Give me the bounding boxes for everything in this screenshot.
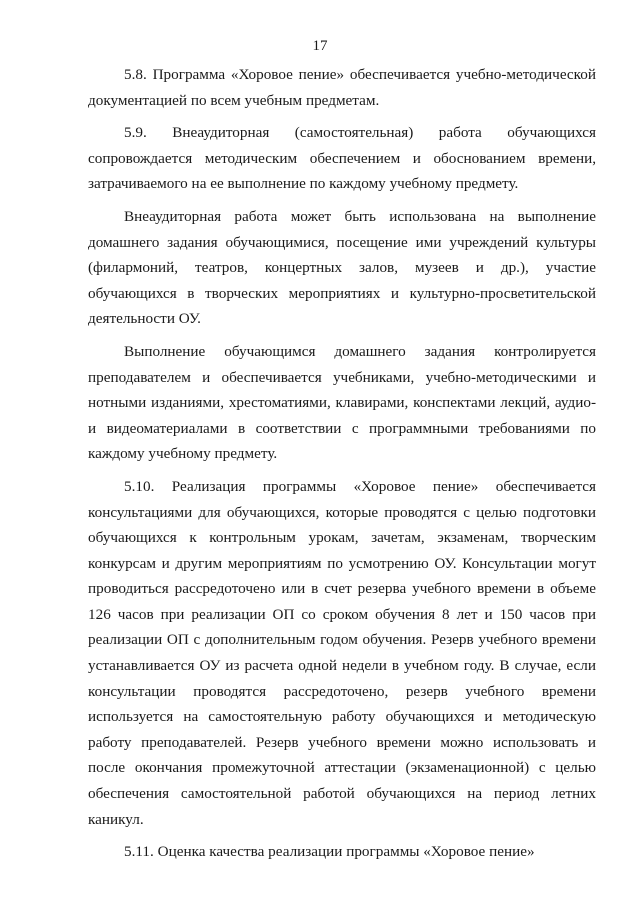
paragraph-extracurricular [88, 204, 596, 332]
paragraph-5-11 [88, 839, 596, 865]
paragraph-text: Внеаудиторная (самостоятельная) работа обучающихся сопровождается методическим обеспечением и обоснованием времени, затрачиваемого на ее выполнение по каждому учебному предмету. [88, 124, 596, 193]
paragraph-number: 5.10. [124, 477, 155, 495]
page-number: 17 [312, 38, 328, 54]
paragraph-5-8 [88, 62, 596, 113]
paragraph-text: Программа «Хоровое пение» обеспечивается учебно-методической документацией по всем учебным предметам. [88, 66, 597, 109]
paragraph-number: 5.9. [124, 124, 147, 142]
paragraph-5-10 [88, 474, 596, 832]
paragraph-text: Выполнение обучающимся домашнего задания контролируется преподавателем и обеспечивается учебниками, учебно-методическими и нотными изданиями, хрестоматиями, клавирами, конспектами лекций, аудио- и видеоматериалами в соответствии с программными требованиями по каждому учебному предмету. [88, 342, 596, 463]
paragraph-text: Оценка качества реализации программы «Хоровое пение» [157, 843, 535, 861]
paragraph-text: Внеаудиторная работа может быть использована на выполнение домашнего задания обучающимися, посещение ими учреждений культуры (филармоний, театров, концертных залов, музеев и др.), участие обучающихся в творческих мероприятиях и культурно-просветительской деятельности ОУ. [88, 207, 596, 328]
paragraph-number: 5.11. [124, 843, 154, 861]
paragraph-text: Реализация программы «Хоровое пение» обеспечивается консультациями для обучающихся, которые проводятся с целью подготовки обучающихся к контрольным урокам, зачетам, экзаменам, творческим конкурсам и другим мероприятиям по усмотрению ОУ. Консультации могут проводиться рассредоточено или в счет резерва учебного времени в объеме 126 часов при реализации ОП со сроком обучения 8 лет и 150 часов при реализации ОП с дополнительным годом обучения. Резерв учебного времени устанавливается ОУ из расчета одной недели в учебном году. В случае, если консультации проводятся рассредоточено, резерв учебного времени используется на самостоятельную работу обучающихся и методическую работу преподавателей. Резерв учебного времени можно использовать и после окончания промежуточной аттестации (экзаменационной) с целью обеспечения самостоятельной работой обучающихся на период летних каникул. [88, 477, 597, 828]
paragraph-homework [88, 339, 596, 467]
paragraph-number: 5.8. [124, 66, 147, 83]
paragraph-5-9 [88, 120, 596, 197]
document-body [88, 62, 596, 872]
